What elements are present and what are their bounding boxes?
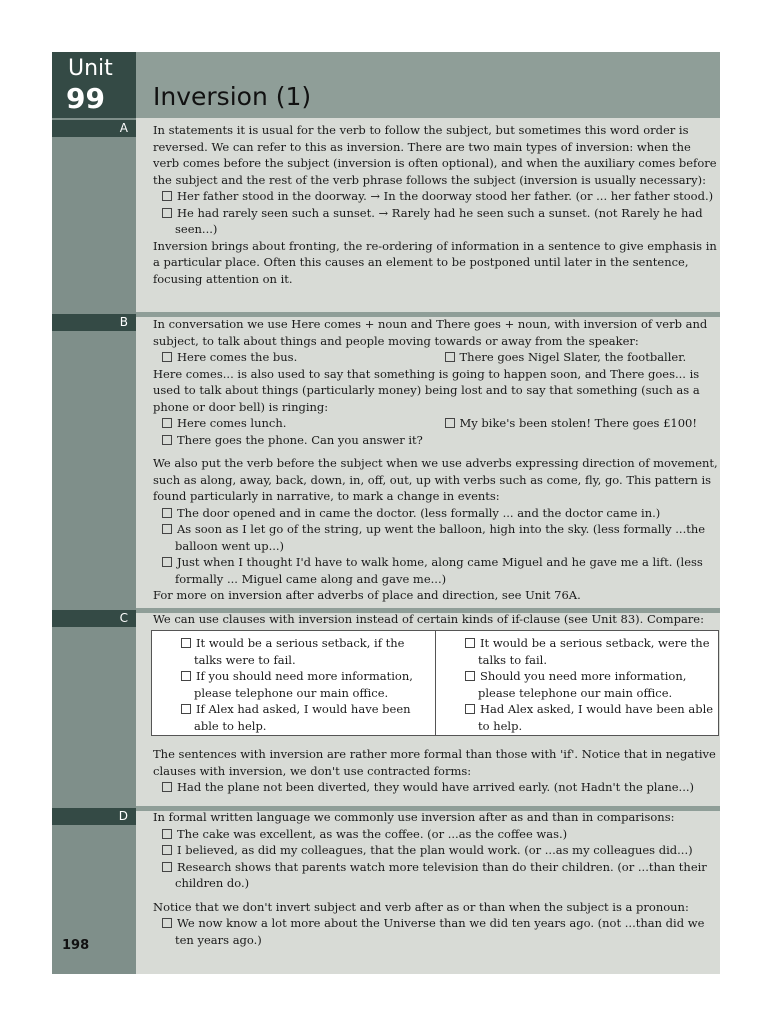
checkbox-icon: [162, 191, 172, 201]
checkbox-icon: [181, 671, 191, 681]
checkbox-icon: [162, 418, 172, 428]
table-cell: Had Alex asked, I would have been able to help.: [478, 702, 714, 733]
example: [153, 432, 718, 449]
example-text: There goes the phone. Can you answer it?: [177, 432, 423, 447]
section-c-notes: [153, 746, 718, 796]
example-text: The door opened and in came the doctor. (less formally ... and the doctor came in.): [177, 505, 661, 520]
checkbox-icon: [162, 435, 172, 445]
section-c-intro: [153, 611, 718, 628]
table-cell: It would be a serious setback, if the talks were to fail.: [194, 636, 405, 667]
paragraph: For more on inversion after adverbs of place and direction, see Unit 76A.: [153, 588, 581, 602]
example-text: Her father stood in the doorway. → In the doorway stood her father. (or ... her father stood.): [177, 189, 714, 203]
checkbox-icon: [162, 862, 172, 872]
comparison-column-inversion: [435, 631, 718, 735]
section-label-d: D: [118, 809, 128, 823]
example: [153, 779, 718, 796]
comparison-table: [151, 630, 719, 736]
table-cell: Should you need more information, please telephone our main office.: [478, 669, 687, 700]
example: [153, 521, 718, 554]
checkbox-icon: [162, 508, 172, 518]
section-a: [153, 122, 718, 287]
example-pair: [153, 349, 718, 366]
paragraph: The sentences with inversion are rather more formal than those with 'if'. Notice that in negative clauses with inversion, we don't use contracted forms:: [153, 747, 716, 778]
paragraph: We also put the verb before the subject when we use adverbs expressing direction of movement, such as along, away, back, down, in, off, out, up with verbs such as come, fly, go. This pattern is found particularly in narrative, to mark a change in events:: [153, 456, 718, 503]
checkbox-icon: [181, 638, 191, 648]
checkbox-icon: [162, 829, 172, 839]
example-text: My bike's been stolen! There goes £100!: [459, 416, 697, 430]
sidebar: [52, 52, 136, 974]
paragraph: In formal written language we commonly use inversion after as and than in comparisons:: [153, 810, 675, 824]
checkbox-icon: [162, 845, 172, 855]
unit-label: Unit: [68, 56, 113, 81]
example-text: Had the plane not been diverted, they would have arrived early. (not Hadn't the plane...): [177, 780, 695, 794]
page-title: Inversion (1): [153, 82, 312, 111]
section-tab-a: [52, 120, 136, 137]
example: [153, 859, 718, 892]
section-tab-b: [52, 314, 136, 331]
table-cell: If Alex had asked, I would have been able to help.: [194, 702, 411, 733]
section-d: [153, 809, 718, 948]
book-page: [52, 52, 720, 974]
checkbox-icon: [445, 352, 455, 362]
section-b: [153, 316, 718, 604]
section-tab-d: [52, 808, 136, 825]
example-text: I believed, as did my colleagues, that the plan would work. (or ...as my colleagues did...): [177, 843, 693, 857]
example-text: Just when I thought I'd have to walk home, along came Miguel and he gave me a lift. (less formally ... Miguel came along and gave me...): [175, 555, 703, 586]
example-text: We now know a lot more about the Universe than we did ten years ago. (not ...than did we ten years ago.): [175, 916, 705, 947]
checkbox-icon: [162, 918, 172, 928]
example-pair: [153, 415, 718, 432]
paragraph: We can use clauses with inversion instead of certain kinds of if-clause (see Unit 83). Compare:: [153, 612, 704, 626]
section-label-a: A: [119, 121, 128, 135]
section-label-b: B: [119, 315, 128, 329]
paragraph: Notice that we don't invert subject and verb after as or than when the subject is a pronoun:: [153, 899, 689, 914]
example: [153, 188, 718, 205]
page-number: 198: [62, 938, 90, 953]
paragraph: Here comes... is also used to say that something is going to happen soon, and There goes... is used to talk about things (particularly money) being lost and to say that something (such as a phone or door bell) is ringing:: [153, 366, 700, 414]
example: [153, 842, 718, 859]
example: [153, 826, 718, 843]
example-text: He had rarely seen such a sunset. → Rarely had he seen such a sunset. (not Rarely he had seen...): [175, 205, 703, 236]
section-tab-c: [52, 610, 136, 627]
checkbox-icon: [445, 418, 455, 428]
comparison-column-if: [152, 631, 435, 735]
checkbox-icon: [465, 671, 475, 681]
checkbox-icon: [162, 524, 172, 534]
unit-number: 99: [66, 82, 105, 115]
example: [153, 554, 718, 587]
example: [153, 205, 718, 238]
table-cell: It would be a serious setback, were the talks to fail.: [478, 636, 710, 667]
checkbox-icon: [465, 638, 475, 648]
checkbox-icon: [181, 704, 191, 714]
example-text: Research shows that parents watch more television than do their children. (or ...than their children do.): [175, 859, 707, 890]
title-bar: [136, 52, 720, 118]
paragraph: In conversation we use Here comes + noun and There goes + noun, with inversion of verb and subject, to talk about things and people moving towards or away from the speaker:: [153, 317, 708, 348]
example-text: The cake was excellent, as was the coffee. (or ...as the coffee was.): [177, 826, 568, 841]
checkbox-icon: [465, 704, 475, 714]
checkbox-icon: [162, 557, 172, 567]
paragraph: Inversion brings about fronting, the re-ordering of information in a sentence to give emphasis in a particular place. Often this causes an element to be postponed until later in the sentence, focusing attention on it.: [153, 238, 717, 286]
example-text: As soon as I let go of the string, up went the balloon, high into the sky. (less formally ...the balloon went up...): [175, 522, 706, 553]
example-text: Here comes lunch.: [177, 416, 287, 430]
table-cell: If you should need more information, please telephone our main office.: [194, 669, 413, 700]
checkbox-icon: [162, 352, 172, 362]
paragraph: In statements it is usual for the verb to follow the subject, but sometimes this word order is reversed. We can refer to this as inversion. There are two main types of inversion: when the verb comes before the subject (inversion is often optional), and when the auxiliary comes before the subject and the rest of the verb phrase follows the subject (inversion is usually necessary):: [153, 123, 717, 187]
unit-badge: [52, 52, 136, 118]
example-text: There goes Nigel Slater, the footballer.: [459, 350, 687, 364]
example-text: Here comes the bus.: [177, 350, 298, 364]
section-label-c: C: [119, 611, 128, 625]
checkbox-icon: [162, 782, 172, 792]
checkbox-icon: [162, 208, 172, 218]
example: [153, 505, 718, 522]
example: [153, 915, 718, 948]
